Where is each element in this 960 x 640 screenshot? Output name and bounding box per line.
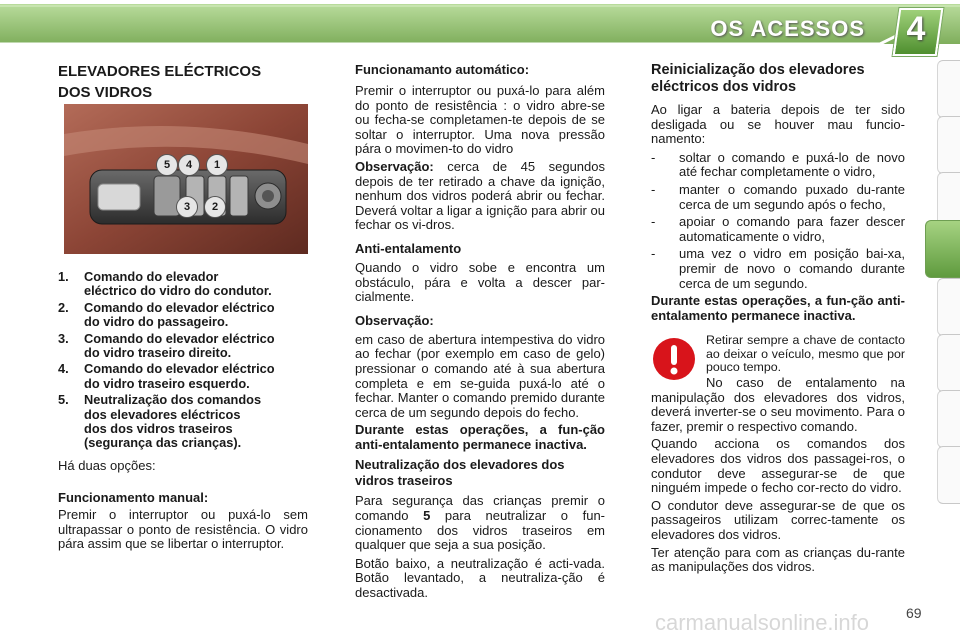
obs2-title: Observação: <box>355 312 434 328</box>
chapter-header <box>0 0 960 50</box>
right-paragraph: O condutor deve assegurar-se de que os passageiros utilizam correc-tamente os elevadores dos vidros. <box>651 497 905 542</box>
reset-title: Reinicialização dos elevadores eléctricos dos vidros <box>651 62 865 95</box>
page-number: 69 <box>906 605 922 621</box>
list-item: 1. Comando do elevador eléctrico do vidro do condutor. <box>58 269 272 299</box>
warn-text: Durante estas operações, a fun-ção anti-entalamento permanece inactiva. <box>355 422 605 452</box>
door-panel-illustration <box>64 104 308 254</box>
obs1-paragraph: Observação: cerca de 45 segundos depois de ter retirado a chave da ignição, nenhum dos vidros poderá abrir ou fechar. Deverá voltar a ligar a ignição para abrir ou fechar os vi-dros. <box>355 158 605 233</box>
reset-step: - apoiar o comando para fazer descer automaticamente o vidro, <box>651 214 905 244</box>
neut-title: Neutralização dos elevadores dos vidros traseiros <box>355 457 565 489</box>
switch-legend <box>58 270 312 451</box>
anti-text: Quando o vidro sobe e encontra um obstáculo, pára e volta a descer par-cialmente. <box>355 259 605 305</box>
chapter-tab[interactable] <box>937 446 960 504</box>
section-title: ELEVADORES ELÉCTRICOS DOS VIDROS <box>58 63 262 101</box>
list-item: 2. Comando do elevador eléctrico do vidro do passageiro. <box>58 299 275 330</box>
column-right <box>651 62 905 323</box>
options-text: Há duas opções: <box>58 458 156 473</box>
chapter-tab[interactable] <box>937 60 960 118</box>
list-item: 3. Comando do elevador eléctrico do vidro traseiro direito. <box>58 330 275 361</box>
photo-label-1: 1 <box>206 154 228 176</box>
list-item: 4. Comando do elevador eléctrico do vidro traseiro esquerdo. <box>58 361 275 391</box>
right-paragraph: No caso de entalamento na manipulação dos elevadores dos vidros, deverá inverter-se o seu movimento. Para o fazer, premir o respectivo comando. <box>651 375 905 434</box>
obs2-text: em caso de abertura intempestiva do vidro ao fechar (por exemplo em caso de gelo) pressionar o comando até à sua abertura completa e em se-guida puxá-lo até o fechar. Manter o comando premido durante cerca de um segundo depois do fecho. <box>355 331 605 420</box>
page-title: OS ACESSOS <box>710 16 865 41</box>
reset-step: - manter o comando puxado du-rante cerca de um segundo após o fecho, <box>651 181 905 212</box>
chapter-tab-active[interactable] <box>925 220 960 278</box>
right-paragraph: Ter atenção para com as crianças du-rante as manipulações dos vidros. <box>651 544 905 575</box>
manual-title: Funcionamento manual: <box>58 490 209 505</box>
list-item: 5. Neutralização dos comandos dos elevadores eléctricos dos dos vidros traseiros (segurança das crianças). <box>58 392 262 451</box>
window-switch-photo <box>64 104 308 254</box>
right-paragraph: Quando acciona os comandos dos elevadores dos vidros dos passagei-ros, o condutor deve assegurar-se de que ninguém impede o fecho cor-recto do vidro. <box>651 436 905 496</box>
photo-label-3: 3 <box>176 196 198 218</box>
auto-title: Funcionamanto automático: <box>355 62 530 77</box>
photo-label-4: 4 <box>178 154 200 176</box>
button-text: Botão baixo, a neutralização é acti-vada. Botão levantado, a neutraliza-ção é desactivada. <box>355 555 605 601</box>
neut-text: Para segurança das crianças premir o comando 5 para neutralizar o fun-cionamento dos vidros traseiros em qualquer que seja a sua posição. <box>355 493 606 553</box>
reset-step: - uma vez o vidro em posição bai-xa, premir de novo o comando durante cerca de um segundo. <box>651 246 905 291</box>
photo-label-2: 2 <box>204 196 226 218</box>
anti-title: Anti-entalamento <box>355 240 462 256</box>
chapter-tab[interactable] <box>937 334 960 392</box>
auto-text: Premir o interruptor ou puxá-lo para além do ponto de resistência : o vidro abre-se ou fecha-se completamen-te depois de se soltar o interruptor. Uma nova pressão pára o movimen-to do vidro <box>355 83 605 157</box>
chapter-tab[interactable] <box>937 390 960 448</box>
warn-text: Durante estas operações, a fun-ção anti-entalamento permanece inactiva. <box>651 293 905 323</box>
chapter-tab[interactable] <box>937 278 960 336</box>
watermark: carmanualsonline.info <box>655 610 870 635</box>
reset-step: - soltar o comando e puxá-lo de novo até fechar completamente o vidro, <box>651 149 905 180</box>
photo-label-5: 5 <box>156 154 178 176</box>
manual-text: Premir o interruptor ou puxá-lo sem ultrapassar o ponto de resistência. O vidro pára assim que se libertar o interruptor. <box>58 507 308 552</box>
column-right-bottom <box>651 376 905 575</box>
reset-intro: Ao ligar a bateria depois de ter sido desligada ou se houver mau funcio-namento: <box>651 102 905 147</box>
chapter-number: 4 <box>906 10 926 48</box>
chapter-tab[interactable] <box>937 116 960 174</box>
alert-text: Retirar sempre a chave de contacto ao deixar o veículo, mesmo que por pouco tempo. <box>706 333 905 375</box>
column-middle <box>355 62 605 601</box>
